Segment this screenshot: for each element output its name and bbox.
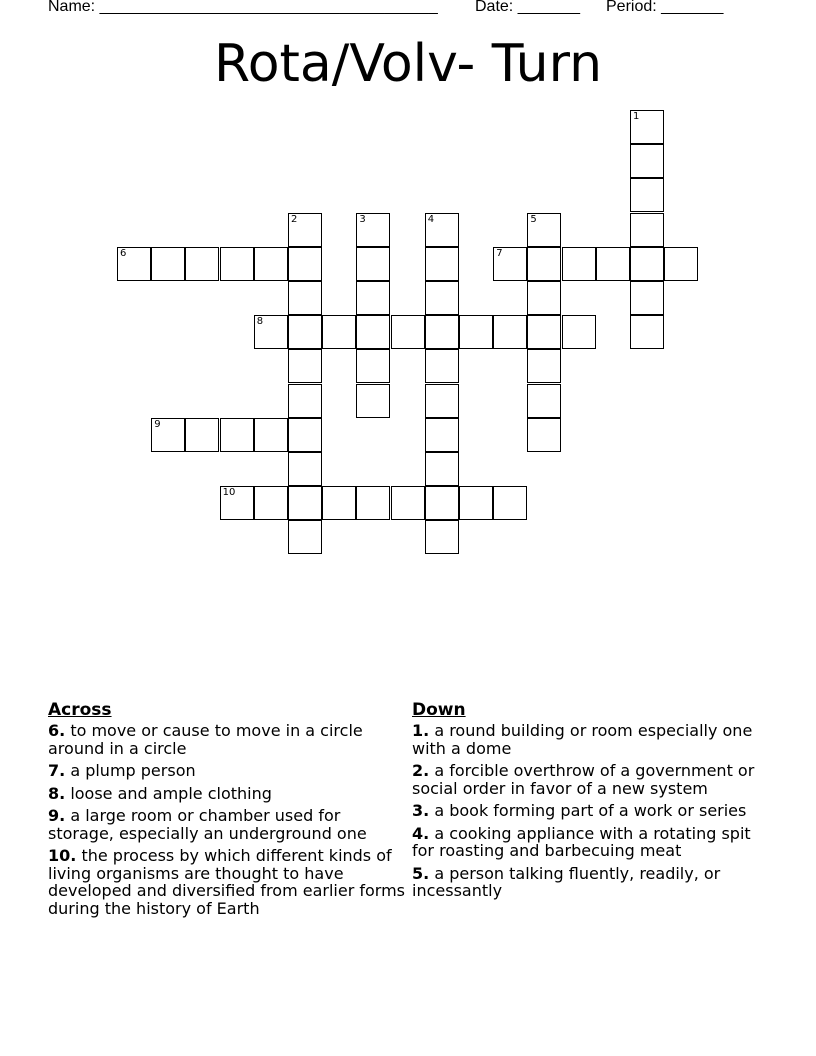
crossword-cell[interactable] — [117, 247, 151, 281]
clue-text: a cooking appliance with a rotating spit for roasting and barbecuing meat — [412, 823, 751, 860]
crossword-cell[interactable] — [527, 384, 561, 418]
crossword-cell[interactable] — [562, 315, 596, 349]
clue-number: 2. — [412, 761, 430, 780]
crossword-cell[interactable] — [630, 247, 664, 281]
clue-number: 9. — [48, 806, 66, 825]
crossword-cell[interactable] — [288, 281, 322, 315]
cell-number: 5 — [530, 213, 537, 225]
clue-number: 3. — [412, 801, 430, 820]
crossword-cell[interactable] — [288, 486, 322, 520]
crossword-cell[interactable] — [493, 315, 527, 349]
crossword-cell[interactable] — [185, 247, 219, 281]
crossword-cell[interactable] — [562, 247, 596, 281]
across-clue-9 — [48, 807, 408, 842]
crossword-cell[interactable] — [356, 384, 390, 418]
crossword-cell[interactable] — [630, 110, 664, 144]
crossword-cell[interactable] — [493, 486, 527, 520]
clue-text: the process by which different kinds of living organisms are thought to have developed and diversified from earlier forms during the history of Earth — [48, 846, 405, 918]
down-heading: Down — [412, 700, 466, 720]
down-clue-1 — [412, 722, 762, 757]
clue-text: a large room or chamber used for storage, especially an underground one — [48, 806, 367, 843]
crossword-cell[interactable] — [425, 486, 459, 520]
crossword-cell[interactable] — [356, 315, 390, 349]
cell-number: 8 — [256, 316, 264, 328]
clue-text: a person talking fluently, readily, or incessantly — [412, 863, 721, 900]
crossword-cell[interactable] — [425, 418, 459, 452]
down-clue-5 — [412, 865, 762, 900]
page-title: Rota/Volv- Turn — [213, 34, 603, 94]
crossword-cell[interactable] — [630, 213, 664, 247]
clue-number: 7. — [48, 761, 66, 780]
crossword-cell[interactable] — [630, 315, 664, 349]
clue-number: 4. — [412, 823, 430, 843]
crossword-cell[interactable] — [151, 247, 185, 281]
clue-number: 5. — [412, 863, 430, 883]
crossword-cell[interactable] — [220, 247, 254, 281]
cell-number: 3 — [359, 213, 366, 225]
crossword-cell[interactable] — [425, 452, 459, 486]
cell-number: 10 — [222, 487, 236, 499]
across-clue-10 — [48, 847, 408, 917]
date-field-label: Date: _______ — [475, 0, 580, 15]
crossword-cell[interactable] — [425, 384, 459, 418]
crossword-cell[interactable] — [288, 349, 322, 383]
crossword-cell[interactable] — [527, 281, 561, 315]
crossword-cell[interactable] — [254, 247, 288, 281]
crossword-cell[interactable] — [527, 418, 561, 452]
crossword-cell[interactable] — [288, 418, 322, 452]
crossword-cell[interactable] — [493, 247, 527, 281]
crossword-cell[interactable] — [254, 315, 288, 349]
crossword-cell[interactable] — [322, 486, 356, 520]
crossword-cell[interactable] — [288, 247, 322, 281]
crossword-cell[interactable] — [425, 281, 459, 315]
crossword-cell[interactable] — [288, 315, 322, 349]
across-clue-7 — [48, 762, 408, 780]
cell-number: 6 — [120, 247, 127, 259]
down-clue-3 — [412, 802, 762, 820]
clue-text: a round building or room especially one with a dome — [412, 721, 753, 758]
name-field-label: Name: ______________________________________ — [48, 0, 438, 15]
crossword-cell[interactable] — [288, 213, 322, 247]
period-field-label: Period: _______ — [606, 0, 724, 15]
clue-text: a book forming part of a work or series — [434, 801, 747, 820]
crossword-cell[interactable] — [459, 486, 493, 520]
crossword-cell[interactable] — [630, 178, 664, 212]
crossword-cell[interactable] — [596, 247, 630, 281]
across-clue-6 — [48, 722, 408, 757]
crossword-cell[interactable] — [356, 486, 390, 520]
down-clue-2 — [412, 762, 762, 797]
crossword-cell[interactable] — [391, 315, 425, 349]
across-heading: Across — [48, 700, 112, 720]
crossword-cell[interactable] — [356, 213, 390, 247]
clue-text: a plump person — [70, 761, 196, 780]
crossword-cell[interactable] — [425, 520, 459, 554]
cell-number: 4 — [427, 213, 435, 225]
crossword-cell[interactable] — [288, 452, 322, 486]
down-clue-4 — [412, 825, 762, 860]
crossword-cell[interactable] — [288, 520, 322, 554]
crossword-cell[interactable] — [356, 349, 390, 383]
crossword-cell[interactable] — [185, 418, 219, 452]
crossword-cell[interactable] — [527, 349, 561, 383]
crossword-cell[interactable] — [425, 213, 459, 247]
down-clues — [412, 700, 762, 905]
across-clues — [48, 700, 408, 922]
clue-number: 1. — [412, 721, 430, 740]
crossword-cell[interactable] — [391, 486, 425, 520]
cell-number: 9 — [154, 418, 161, 430]
clue-number: 6. — [48, 721, 66, 740]
crossword-cell[interactable] — [356, 281, 390, 315]
crossword-cell[interactable] — [630, 281, 664, 315]
across-clue-8 — [48, 785, 408, 803]
crossword-cell[interactable] — [151, 418, 185, 452]
crossword-cell[interactable] — [288, 384, 322, 418]
crossword-cell[interactable] — [527, 315, 561, 349]
clue-text: loose and ample clothing — [70, 783, 272, 803]
cell-number: 7 — [496, 247, 503, 259]
crossword-cell[interactable] — [425, 349, 459, 383]
crossword-cell[interactable] — [254, 486, 288, 520]
crossword-cell[interactable] — [425, 247, 459, 281]
crossword-cell[interactable] — [527, 247, 561, 281]
crossword-cell[interactable] — [254, 418, 288, 452]
cell-number: 1 — [633, 111, 640, 122]
crossword-cell[interactable] — [459, 315, 493, 349]
crossword-cell[interactable] — [527, 213, 561, 247]
crossword-cell[interactable] — [630, 144, 664, 178]
crossword-cell[interactable] — [220, 418, 254, 452]
clue-text: to move or cause to move in a circle around in a circle — [48, 721, 363, 758]
cell-number: 2 — [291, 213, 298, 225]
crossword-cell[interactable] — [425, 315, 459, 349]
crossword-cell[interactable] — [220, 486, 254, 520]
crossword-cell[interactable] — [356, 247, 390, 281]
clue-number: 10. — [48, 846, 77, 865]
crossword-cell[interactable] — [322, 315, 356, 349]
crossword-cell[interactable] — [664, 247, 698, 281]
clue-number: 8. — [48, 783, 66, 803]
clue-text: a forcible overthrow of a government or social order in favor of a new system — [412, 761, 755, 798]
